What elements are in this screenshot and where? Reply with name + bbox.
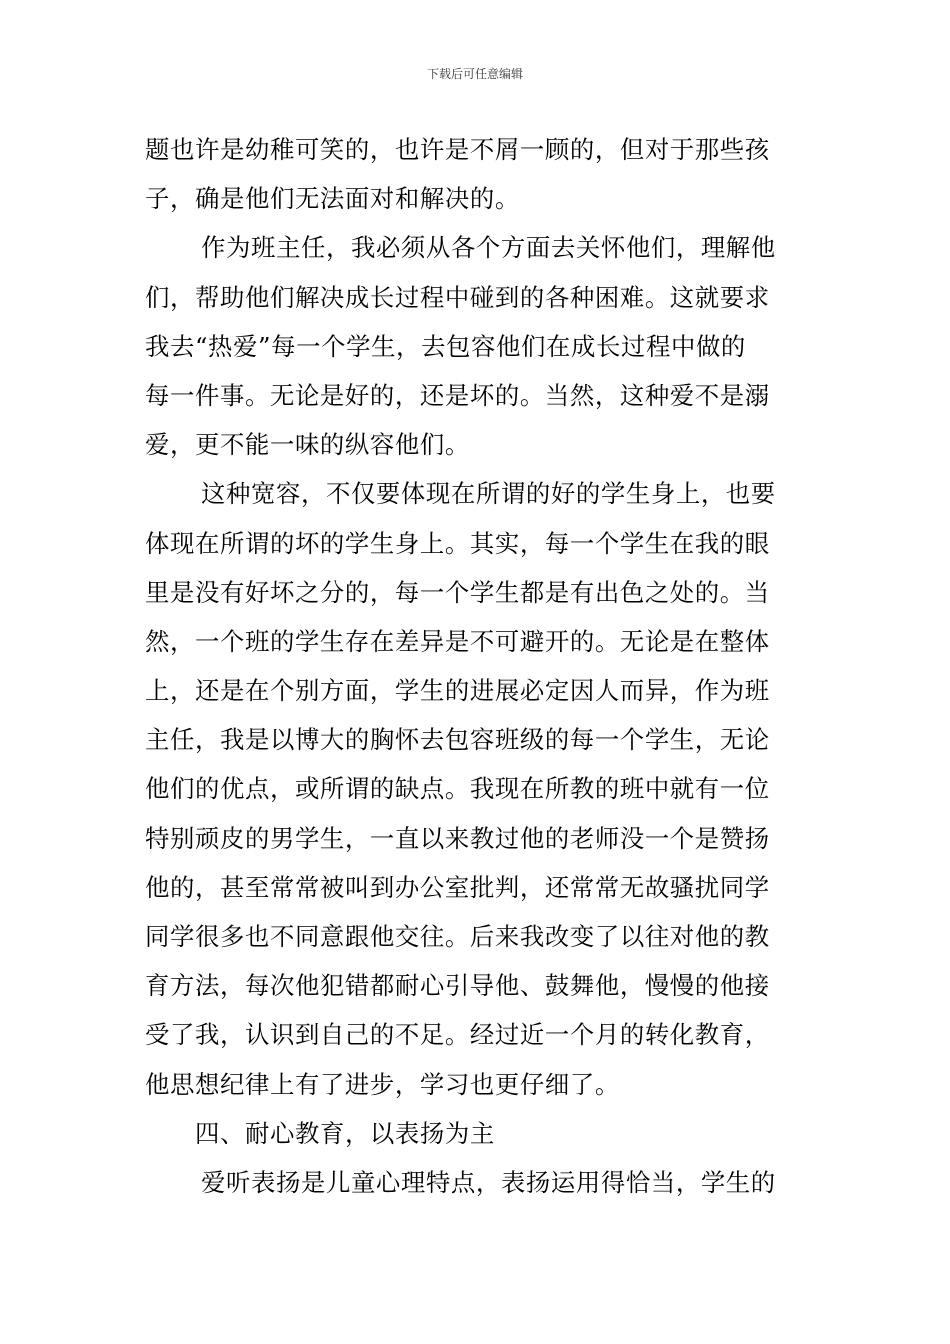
text-line: 然，一个班的学生存在差异是不可避开的。无论是在整体: [145, 626, 770, 656]
section-heading: 四、耐心教育，以表扬为主: [195, 1118, 495, 1148]
text-line: 受了我，认识到自己的不足。经过近一个月的转化教育，: [145, 1020, 770, 1050]
page-body: [145, 125, 809, 1207]
text-line: 同学很多也不同意跟他交往。后来我改变了以往对他的教: [145, 922, 770, 951]
text-line: 育方法，每次他犯错都耐心引导他、鼓舞他，慢慢的他接: [145, 971, 770, 1001]
text-line: 他思想纪律上有了进步，学习也更仔细了。: [145, 1069, 620, 1099]
text-line: 们，帮助他们解决成长过程中碰到的各种困难。这就要求: [145, 282, 770, 312]
text-line: 我去“热爱”每一个学生，去包容他们在成长过程中做的: [145, 331, 746, 361]
paragraph-start: 作为班主任，我必须从各个方面去关怀他们，理解他: [201, 233, 776, 263]
text-line: 上，还是在个别方面，学生的进展必定因人而异，作为班: [145, 676, 770, 706]
text-line: 主任，我是以博大的胸怀去包容班级的每一个学生，无论: [145, 725, 770, 755]
text-line: 他的，甚至常常被叫到办公室批判，还常常无故骚扰同学: [145, 872, 770, 902]
text-line: 体现在所谓的坏的学生身上。其实，每一个学生在我的眼: [145, 528, 770, 558]
text-line: 里是没有好坏之分的，每一个学生都是有出色之处的。当: [145, 577, 770, 607]
text-line: 每一件事。无论是好的，还是坏的。当然，这种爱不是溺: [145, 380, 770, 410]
page-header: 下载后可任意编辑: [426, 67, 523, 81]
text-line: 爱，更不能一味的纵容他们。: [145, 430, 470, 460]
paragraph-start: 爱听表扬是儿童心理特点，表扬运用得恰当，学生的: [201, 1167, 776, 1197]
paragraph-start: 这种宽容，不仅要体现在所谓的好的学生身上，也要: [201, 479, 776, 509]
text-line: 题也许是幼稚可笑的，也许是不屑一顾的，但对于那些孩: [145, 135, 770, 164]
text-line: 子，确是他们无法面对和解决的。: [145, 184, 520, 214]
text-line: 特别顽皮的男学生，一直以来教过他的老师没一个是赞扬: [145, 823, 770, 853]
text-line: 他们的优点，或所谓的缺点。我现在所教的班中就有一位: [145, 774, 770, 804]
